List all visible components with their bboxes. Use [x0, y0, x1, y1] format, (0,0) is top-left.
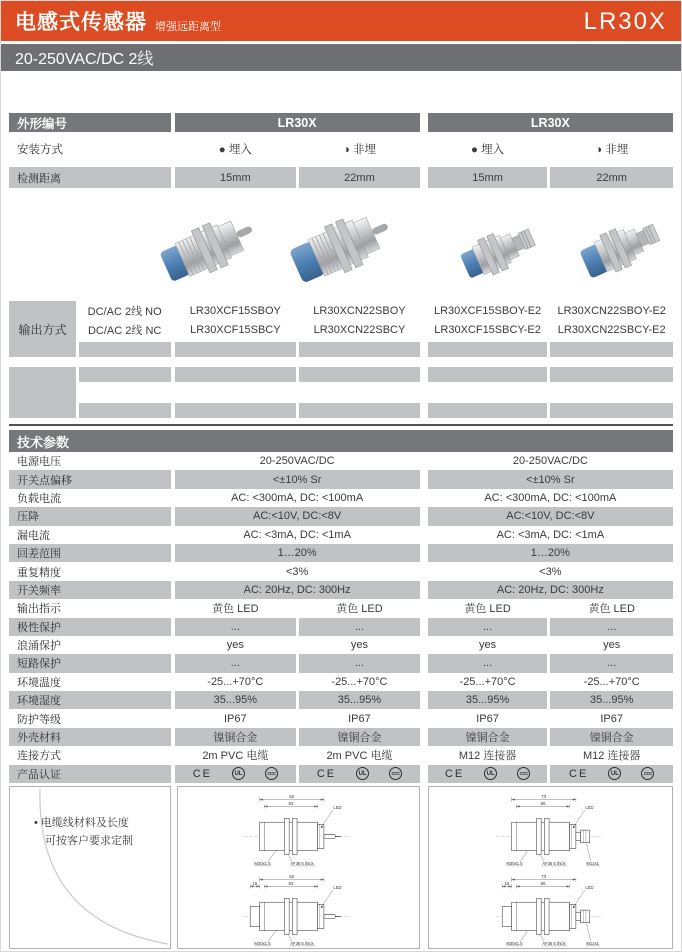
product-photos	[9, 188, 673, 301]
svg-text:73: 73	[541, 874, 547, 880]
param-value: M12 连接器	[458, 750, 517, 763]
param-row	[9, 507, 673, 525]
param-value: 黄色 LED	[212, 603, 259, 616]
param-label: 防护等级	[17, 713, 61, 726]
drawing-cable-nonflush	[178, 868, 419, 948]
param-value: <±10% Sr	[428, 470, 673, 488]
svg-text:AF36 5 thick: AF36 5 thick	[541, 940, 566, 946]
param-label: 漏电流	[17, 529, 50, 542]
distance-value-3: 15mm	[428, 167, 548, 188]
param-value: 黄色 LED	[588, 603, 635, 616]
svg-text:LED: LED	[585, 885, 594, 891]
svg-text:M30x1.5: M30x1.5	[506, 940, 523, 946]
svg-text:62: 62	[288, 874, 294, 880]
drawing-m12-nonflush	[429, 868, 672, 948]
param-value: 1…20%	[175, 544, 420, 562]
param-value: ...	[428, 618, 548, 636]
param-label: 产品认证	[9, 765, 171, 783]
product-photo-cable-flush	[157, 194, 261, 303]
distance-label: 检测距离	[9, 167, 171, 188]
param-label: 压降	[9, 507, 171, 525]
output-empty-label	[9, 367, 76, 418]
param-row	[9, 470, 673, 488]
param-row	[9, 709, 673, 727]
model-cell: LR30XCF15SBCY	[190, 323, 281, 336]
param-value: yes	[479, 639, 497, 652]
param-label: 开关点偏移	[9, 470, 171, 488]
tech-params-table	[9, 452, 673, 783]
param-label: 负载电流	[17, 492, 61, 505]
page-header	[1, 1, 681, 41]
param-label: 输出指示	[17, 603, 61, 616]
model-cell: LR30XCF15SBCY-E2	[434, 323, 541, 336]
output-mode-label: 输出方式	[9, 301, 76, 357]
param-value: 35...95%	[550, 691, 673, 709]
cert-cell	[550, 765, 673, 783]
param-value: ...	[175, 618, 297, 636]
output-empty-row	[9, 385, 673, 400]
param-value: IP67	[476, 712, 499, 725]
dimension-drawings	[9, 786, 673, 949]
cert-cell	[428, 765, 548, 783]
output-row-no	[9, 301, 673, 320]
ul-mark-icon: UL	[232, 767, 245, 780]
param-row	[9, 728, 673, 746]
param-label: 极性保护	[9, 618, 171, 636]
model-cell: LR30XCN22SBOY-E2	[557, 304, 666, 317]
distance-value-2: 22mm	[299, 167, 420, 188]
param-value: AC: <300mA, DC: <100mA	[231, 491, 364, 504]
drawing-cable-flush	[178, 788, 419, 868]
param-value: 黄色 LED	[336, 603, 383, 616]
distance-value-4: 22mm	[550, 167, 673, 188]
product-photo-m12-nonflush	[577, 200, 669, 297]
ccc-mark-icon: CCC	[389, 767, 402, 780]
svg-text:53: 53	[288, 800, 293, 806]
param-value: yes	[350, 639, 369, 652]
ccc-mark-icon: CCC	[517, 767, 530, 780]
mounting-nonflush-2: ◑ 非埋	[595, 143, 629, 156]
svg-text:15: 15	[251, 880, 257, 886]
model-cell: LR30XCN22SBCY-E2	[557, 323, 666, 336]
param-value: 2m PVC 电缆	[326, 750, 393, 763]
group-header-2: LR30X	[428, 113, 673, 132]
cert-cell	[299, 765, 420, 783]
param-value: IP67	[348, 712, 371, 725]
param-row	[9, 746, 673, 764]
param-value: AC: 20Hz, DC: 300Hz	[428, 581, 673, 599]
model-cell: LR30XCN22SBCY	[313, 323, 406, 336]
cable-note	[10, 787, 170, 850]
param-value: 镍铜合金	[550, 728, 673, 746]
note-line-2: 可按客户要求定制	[45, 834, 133, 847]
param-row	[9, 691, 673, 709]
ce-mark-icon: CE	[444, 767, 465, 780]
param-value: 35...95%	[299, 691, 420, 709]
param-value: ...	[550, 654, 673, 672]
cable-drawings-box	[177, 786, 420, 949]
param-value: -25...+70°C	[583, 675, 640, 688]
model-cell: LR30XCF15SBOY	[189, 304, 281, 317]
param-row	[9, 581, 673, 599]
mounting-flush-1: ● 埋入	[218, 143, 252, 156]
output-type-nc: DC/AC 2线 NC	[87, 324, 162, 337]
param-label: 浪涌保护	[17, 640, 61, 653]
content	[1, 113, 681, 418]
mounting-row	[9, 132, 673, 165]
distance-row	[9, 167, 673, 188]
param-row	[9, 636, 673, 654]
param-row	[9, 765, 673, 783]
svg-text:56: 56	[540, 880, 546, 886]
svg-text:M12x1: M12x1	[586, 860, 599, 866]
param-value: AC: <3mA, DC: <1mA	[243, 528, 351, 541]
svg-text:LED: LED	[585, 805, 594, 811]
param-row	[9, 654, 673, 672]
selection-header-row	[9, 113, 673, 132]
note-line-1: • 电缆线材料及长度	[34, 817, 129, 830]
svg-text:LED: LED	[332, 885, 342, 891]
voltage-banner: 20-250VAC/DC 2线	[1, 44, 681, 71]
section-divider	[9, 424, 673, 426]
param-row	[9, 544, 673, 562]
product-photo-cable-nonflush	[287, 188, 399, 305]
svg-text:15: 15	[504, 880, 510, 886]
model-cell: LR30XCF15SBOY-E2	[433, 304, 542, 317]
output-empty-row	[9, 342, 673, 357]
param-value: 2m PVC 电缆	[202, 750, 269, 763]
mounting-flush-2: ● 埋入	[471, 143, 505, 156]
param-label: 连接方式	[17, 750, 61, 763]
param-value: -25...+70°C	[459, 675, 516, 688]
param-label: 重复精度	[17, 566, 61, 579]
param-value: 镍铜合金	[428, 728, 548, 746]
note-box	[9, 786, 171, 949]
m12-drawings-box	[428, 786, 673, 949]
param-label: 开关频率	[9, 581, 171, 599]
svg-text:56: 56	[540, 800, 546, 806]
param-value: 20-250VAC/DC	[259, 455, 335, 468]
param-value: AC: 20Hz, DC: 300Hz	[175, 581, 420, 599]
ul-mark-icon: UL	[484, 767, 497, 780]
mounting-nonflush-1: ◑ 非埋	[342, 143, 377, 156]
drawing-m12-flush	[429, 788, 672, 868]
output-type-no: DC/AC 2线 NO	[87, 305, 162, 318]
param-value: yes	[226, 639, 244, 652]
ce-mark-icon: CE	[316, 767, 337, 780]
model-number: LR30X	[583, 8, 667, 35]
distance-value-1: 15mm	[175, 167, 297, 188]
param-row	[9, 526, 673, 544]
param-label: 电源电压	[17, 456, 61, 469]
param-row	[9, 599, 673, 617]
param-value: ...	[550, 618, 673, 636]
param-row	[9, 489, 673, 507]
ce-mark-icon: CE	[192, 767, 212, 780]
param-value: 黄色 LED	[464, 603, 511, 616]
param-label: 环境湿度	[9, 691, 171, 709]
param-value: IP67	[600, 712, 624, 725]
page-subtitle: 增强远距离型	[155, 21, 221, 33]
output-section	[9, 301, 673, 418]
model-cell: LR30XCN22SBOY	[313, 304, 406, 317]
svg-text:LED: LED	[332, 805, 342, 811]
param-value: 镍铜合金	[299, 728, 420, 746]
param-value: 20-250VAC/DC	[512, 455, 588, 468]
ul-mark-icon: UL	[608, 767, 621, 780]
svg-text:M12x1: M12x1	[586, 940, 599, 946]
product-photo-m12-flush	[457, 206, 543, 297]
ce-mark-icon: CE	[569, 767, 589, 780]
param-value: ...	[428, 654, 548, 672]
param-value: ...	[299, 618, 420, 636]
page-title: 电感式传感器	[15, 11, 147, 34]
param-value: <3%	[539, 565, 562, 578]
cert-cell	[175, 765, 297, 783]
group-header-1: LR30X	[175, 113, 420, 132]
param-label: 环境温度	[17, 676, 61, 689]
ccc-mark-icon: CCC	[265, 767, 278, 780]
param-row	[9, 673, 673, 691]
param-label: 短路保护	[9, 654, 171, 672]
param-value: M12 连接器	[582, 750, 641, 763]
ccc-mark-icon: CCC	[641, 767, 654, 780]
param-value: <±10% Sr	[175, 470, 420, 488]
output-row-nc	[9, 320, 673, 339]
svg-text:53: 53	[288, 880, 293, 886]
output-empty-row	[9, 367, 673, 382]
param-value: -25...+70°C	[331, 675, 388, 688]
svg-text:AF36 5 thick: AF36 5 thick	[289, 940, 314, 946]
svg-text:AF36 5 thick: AF36 5 thick	[541, 860, 566, 866]
svg-text:73: 73	[541, 794, 547, 800]
param-value: AC:<10V, DC:<8V	[428, 507, 673, 525]
svg-text:AF36 5 thick: AF36 5 thick	[289, 860, 314, 866]
param-value: yes	[603, 639, 621, 652]
shape-code-header: 外形编号	[9, 113, 171, 132]
param-value: 35...95%	[428, 691, 548, 709]
param-value: IP67	[224, 712, 247, 725]
svg-text:62: 62	[288, 794, 294, 800]
param-value: ...	[175, 654, 297, 672]
output-empty-row	[9, 403, 673, 418]
param-value: AC: <3mA, DC: <1mA	[496, 528, 605, 541]
param-label: 外壳材料	[9, 728, 171, 746]
tech-params-header: 技术参数	[9, 430, 673, 452]
param-value: 35...95%	[175, 691, 297, 709]
ul-mark-icon: UL	[356, 767, 369, 780]
svg-text:M30x1.5: M30x1.5	[253, 940, 271, 946]
param-label: 回差范围	[9, 544, 171, 562]
param-value: ...	[299, 654, 420, 672]
param-row	[9, 452, 673, 470]
param-value: AC:<10V, DC:<8V	[175, 507, 420, 525]
param-value: 1…20%	[428, 544, 673, 562]
param-value: -25...+70°C	[207, 675, 264, 688]
param-value: AC: <300mA, DC: <100mA	[484, 491, 617, 504]
param-value: 镍铜合金	[175, 728, 297, 746]
mounting-label: 安装方式	[17, 143, 63, 156]
param-value: <3%	[285, 565, 309, 578]
svg-text:M30x1.5: M30x1.5	[506, 860, 523, 866]
svg-text:M30x1.5: M30x1.5	[253, 860, 271, 866]
param-row	[9, 562, 673, 580]
param-row	[9, 618, 673, 636]
